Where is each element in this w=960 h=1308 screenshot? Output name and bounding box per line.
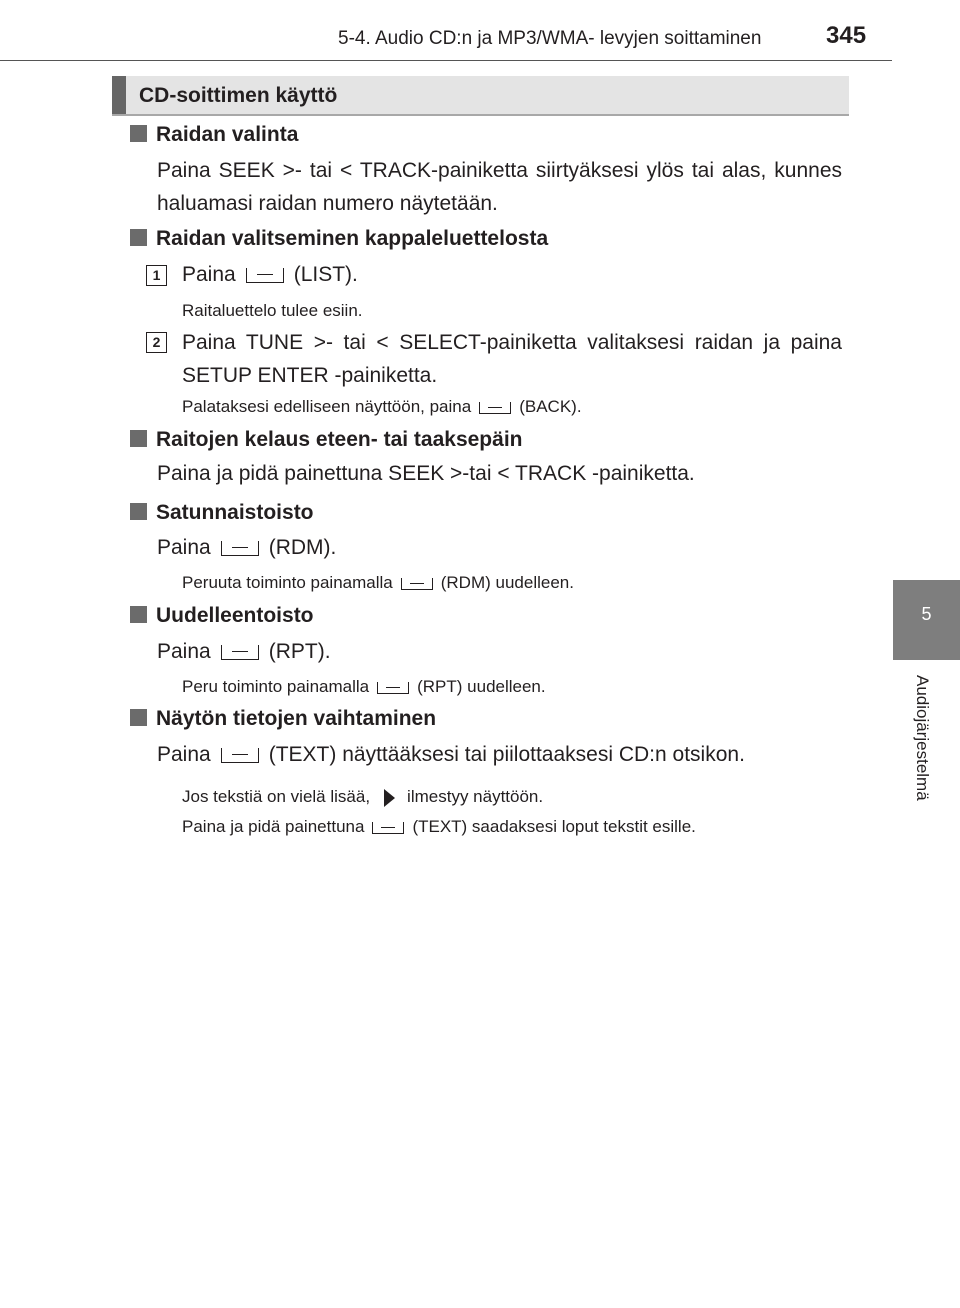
- section-heading: [112, 76, 849, 116]
- paragraph-text-display: [157, 743, 745, 767]
- repeat-note: [182, 677, 546, 697]
- preset-button-icon: [479, 402, 511, 414]
- square-bullet-icon: [130, 606, 147, 623]
- step-2-note-before: Palataksesi edelliseen näyttöön, paina: [182, 397, 472, 416]
- step-number-badge: 2: [146, 332, 167, 353]
- preset-button-icon: [221, 541, 259, 556]
- subheading-track-select: [130, 123, 298, 147]
- text-display-before: Paina: [157, 743, 211, 766]
- subheading-text: Uudelleentoisto: [156, 604, 314, 627]
- text-display-after: (TEXT) näyttääksesi tai piilottaaksesi CD:n otsikon.: [268, 743, 745, 766]
- subheading-text: Raidan valinta: [156, 123, 299, 146]
- step-1-before: Paina: [182, 263, 236, 286]
- text-display-note-1-after: ilmestyy näyttöön.: [407, 787, 544, 806]
- text-display-note-1-before: Jos tekstiä on vielä lisää,: [182, 787, 371, 806]
- preset-button-icon: [377, 682, 409, 694]
- subheading-text: Raidan valitseminen kappaleluettelosta: [156, 227, 549, 250]
- random-before: Paina: [157, 536, 211, 559]
- square-bullet-icon: [130, 125, 147, 142]
- preset-button-icon: [221, 748, 259, 763]
- step-1-note: Raitaluettelo tulee esiin.: [182, 301, 363, 320]
- text-display-note-2-before: Paina ja pidä painettuna: [182, 817, 365, 836]
- chapter-tab: [893, 580, 960, 660]
- subheading-track-list: [130, 227, 548, 251]
- repeat-note-before: Peru toiminto painamalla: [182, 677, 370, 696]
- square-bullet-icon: [130, 430, 147, 447]
- text-display-note-2: [182, 817, 696, 837]
- step-2-note-after: (BACK).: [519, 397, 582, 416]
- subheading-text: Raitojen kelaus eteen- tai taaksepäin: [156, 428, 523, 451]
- subheading-text: Näytön tietojen vaihtaminen: [156, 707, 437, 730]
- repeat-before: Paina: [157, 640, 211, 663]
- subheading-random: [130, 501, 314, 525]
- more-text-arrow-icon: [384, 789, 395, 807]
- subheading-repeat: [130, 604, 314, 628]
- paragraph-repeat: [157, 640, 331, 664]
- step-2-text: Paina TUNE >- tai < SELECT-painiketta valitaksesi raidan ja paina SETUP ENTER -painiketta.: [182, 331, 842, 387]
- paragraph-fast-forward: Paina ja pidä painettuna SEEK >-tai < TRACK -painiketta.: [157, 462, 695, 485]
- random-after: (RDM).: [268, 536, 337, 559]
- step-number-badge: 1: [146, 265, 167, 286]
- random-note: [182, 573, 574, 593]
- chapter-label: Audiojärjestelmä: [913, 675, 932, 801]
- paragraph-track-select: Paina SEEK >- tai < TRACK-painiketta siirtyäksesi ylös tai alas, kunnes haluamasi raidan numero näytetään.: [157, 159, 842, 215]
- section-heading-accent: [112, 76, 126, 114]
- subheading-text-display: [130, 707, 436, 731]
- preset-button-icon: [401, 578, 433, 590]
- square-bullet-icon: [130, 229, 147, 246]
- random-note-before: Peruuta toiminto painamalla: [182, 573, 393, 592]
- page-number: 345: [826, 22, 867, 49]
- text-display-note-2-after: (TEXT) saadaksesi loput tekstit esille.: [412, 817, 696, 836]
- step-1-text: [182, 263, 358, 287]
- header-divider: [0, 60, 892, 61]
- step-2-note: [182, 397, 582, 417]
- header-title: 5-4. Audio CD:n ja MP3/WMA- levyjen soittaminen: [338, 28, 762, 49]
- subheading-fast-forward: [130, 428, 522, 452]
- preset-button-icon: [221, 645, 259, 660]
- repeat-after: (RPT).: [268, 640, 331, 663]
- paragraph-random: [157, 536, 336, 560]
- subheading-text: Satunnaistoisto: [156, 501, 314, 524]
- square-bullet-icon: [130, 503, 147, 520]
- section-heading-text: CD-soittimen käyttö: [139, 84, 338, 107]
- repeat-note-after: (RPT) uudelleen.: [417, 677, 546, 696]
- step-1-after: (LIST).: [293, 263, 358, 286]
- random-note-after: (RDM) uudelleen.: [440, 573, 574, 592]
- square-bullet-icon: [130, 709, 147, 726]
- preset-button-icon: [372, 822, 404, 834]
- text-display-note-1: [182, 787, 543, 807]
- preset-button-icon: [246, 268, 284, 283]
- chapter-number: 5: [921, 604, 932, 624]
